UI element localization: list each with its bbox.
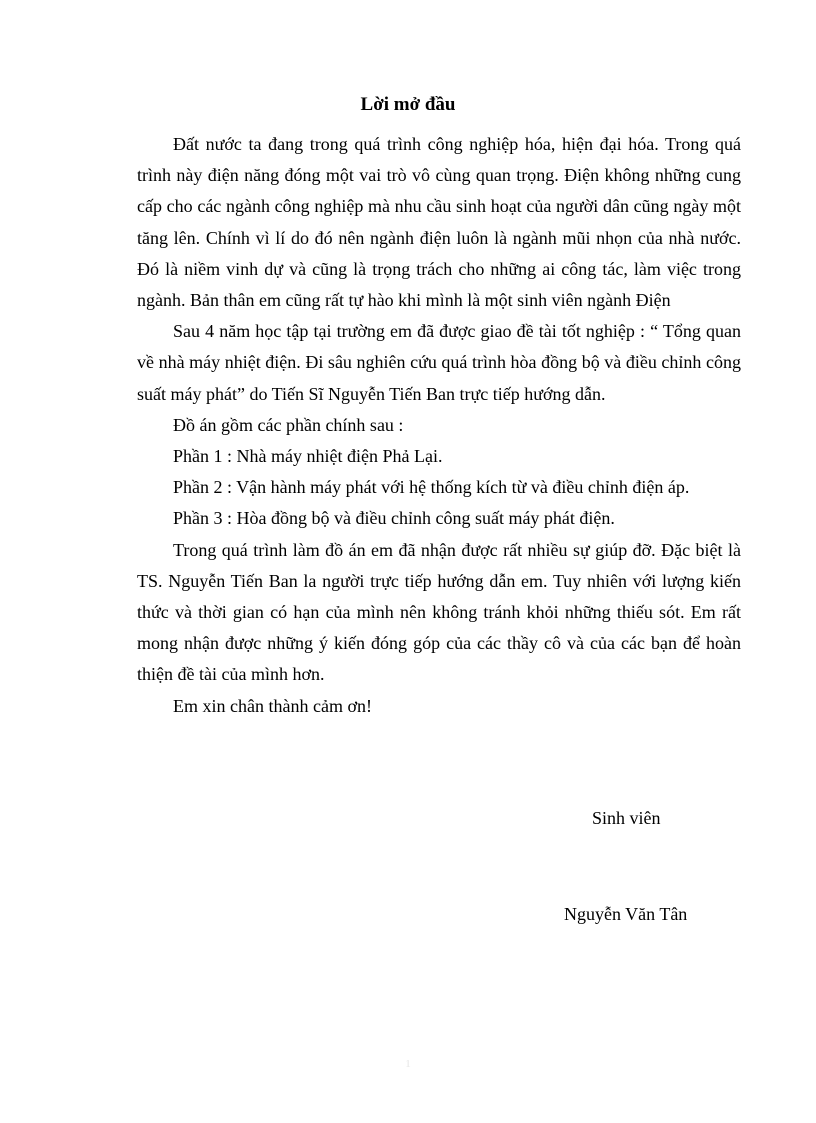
document-body xyxy=(137,129,741,722)
thanks-line: Em xin chân thành cảm ơn! xyxy=(173,695,372,716)
parts-heading: Đồ án gồm các phần chính sau : xyxy=(173,414,404,435)
part-1-item: Phần 1 : Nhà máy nhiệt điện Phả Lại. xyxy=(173,446,443,467)
intro-paragraph: Đất nước ta đang trong quá trình công nghiệp hóa, hiện đại hóa. Trong quá trình này điện năng đóng một vai trò vô cùng quan trọng. Điện không những cung cấp cho các ngành công nghiệp mà nhu cầu sinh hoạt của người dân cũng ngày một tăng lên. Chính vì lí do đó nên ngành điện luôn là ngành mũi nhọn của nhà nước. Đó là niềm vinh dự và cũng là trọng trách cho những ai công tác, làm việc trong ngành. Bản thân em cũng rất tự hào khi mình là một sinh viên ngành Điện xyxy=(137,134,741,311)
acknowledgement-paragraph: Trong quá trình làm đồ án em đã nhận được rất nhiều sự giúp đỡ. Đặc biệt là TS. Nguyễn Tiến Ban la người trực tiếp hướng dẫn em. Tuy nhiên với lượng kiến thức và thời gian có hạn của mình nên không tránh khỏi những thiếu sót. Em rất mong nhận được những ý kiến đóng góp của các thầy cô và của các bạn để hoàn thiện đề tài của mình hơn. xyxy=(137,539,741,685)
part-3-item: Phần 3 : Hòa đồng bộ và điều chỉnh công suất máy phát điện. xyxy=(173,508,615,529)
thesis-topic-paragraph: Sau 4 năm học tập tại trường em đã được giao đề tài tốt nghiệp : “ Tổng quan về nhà máy nhiệt điện. Đi sâu nghiên cứu quá trình hòa đồng bộ và điều chỉnh công suất máy phát” do Tiến Sĩ Nguyễn Tiến Ban trực tiếp hướng dẫn. xyxy=(137,321,741,404)
signature-name: Nguyễn Văn Tân xyxy=(564,904,688,924)
page-number: 1 xyxy=(405,1058,411,1070)
part-2-item: Phần 2 : Vận hành máy phát với hệ thống kích từ và điều chỉnh điện áp. xyxy=(173,477,690,498)
page-title: Lời mở đầu xyxy=(360,94,456,115)
signature-role: Sinh viên xyxy=(592,808,661,828)
